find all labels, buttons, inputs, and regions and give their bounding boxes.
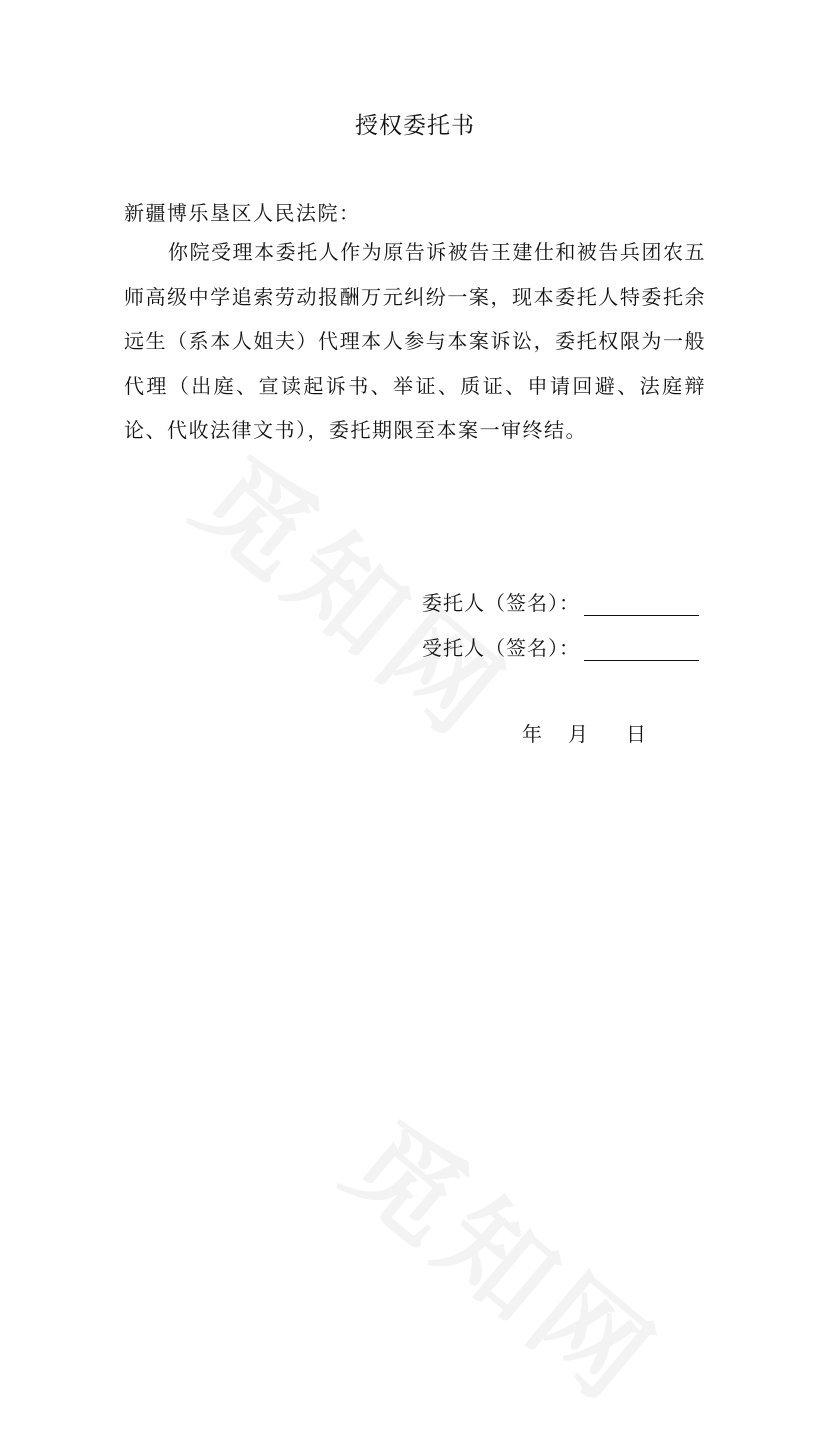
agent-signature-line[interactable] [584, 638, 699, 661]
principal-signature-row [422, 587, 699, 616]
date-year-label: 年 [522, 722, 542, 746]
date-row [522, 718, 646, 747]
date-day-label: 日 [626, 722, 646, 746]
watermark-lower [318, 1080, 695, 1432]
agent-signature-label: 受托人（签名）： [422, 636, 580, 660]
recipient-line: 新疆博乐垦区人民法院： [124, 201, 361, 225]
date-month-label: 月 [568, 722, 588, 746]
principal-signature-label: 委托人（签名）： [422, 591, 580, 615]
document-title: 授权委托书 [355, 113, 475, 139]
agent-signature-row [422, 632, 699, 661]
body-paragraph: 你院受理本委托人作为原告诉被告王建仕和被告兵团农五师高级中学追索劳动报酬万元纠纷一案，现本委托人特委托余远生（系本人姐夫）代理本人参与本案诉讼，委托权限为一般代理（出庭、宣读起诉书、举证、质证、申请回避、法庭辩论、代收法律文书），委托期限至本案一审终结。 [124, 240, 706, 442]
principal-signature-line[interactable] [584, 593, 699, 616]
